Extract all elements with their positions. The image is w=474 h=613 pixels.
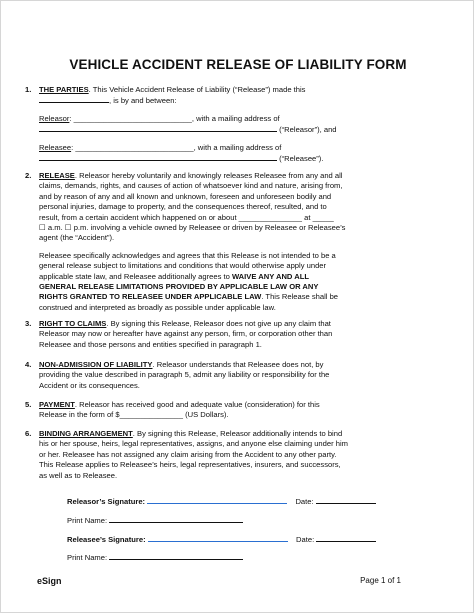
section-heading: BINDING ARRANGEMENT [39, 429, 133, 438]
section-text: agent (the “Accident”). [39, 233, 115, 243]
section-text: Releasor may now or hereafter have against any person, firm, or corporation other than [39, 329, 333, 339]
section-heading: PAYMENT [39, 400, 75, 409]
section-text: construed and interpreted as broadly as possible under applicable law. [39, 302, 276, 312]
releasee-print-row [67, 552, 243, 562]
section-text: . By signing this Release, Releasor additionally intends to bind [132, 429, 343, 438]
section-number: 3. [25, 319, 32, 328]
releasee-text: : ____________________________, with a mailing address of [71, 142, 282, 152]
waiver-text: GENERAL RELEASE LIMITATIONS PROVIDED BY APPLICABLE LAW OR ANY [39, 282, 319, 292]
section-text: his or her spouse, heirs, legal representatives, assigns, and anyone else claiming under him [39, 439, 348, 449]
section-release [25, 171, 443, 313]
releasee-signature-row: Releasee’s Signature: Date: [67, 534, 376, 544]
section-text: . By signing this Release, Releasor does not give up any claim that [106, 319, 331, 328]
section-text: personal injuries, damage to property, and the consequences thereof, resulted, and to [39, 202, 327, 212]
section-text: . Releasor understands that Releasee does not, by [152, 360, 324, 369]
releasor-address-blank[interactable] [39, 124, 277, 132]
section-text: . Releasor has received good and adequate value (consideration) for this [74, 400, 320, 409]
releasee-signature-label: Releasee’s Signature [67, 535, 144, 544]
section-number: 2. [25, 171, 32, 180]
section-text: . This Vehicle Accident Release of Liability (“Release”) made this [88, 85, 306, 94]
releasee-label: Releasee [39, 142, 72, 152]
esign-logo: eSign [37, 576, 62, 586]
document-title: VEHICLE ACCIDENT RELEASE OF LIABILITY FORM [69, 57, 407, 72]
section-text: providing the value described in paragraph 5, admit any liability or responsibility for the [39, 370, 330, 380]
section-text: general release subject to limitations and conditions that would otherwise apply under [39, 261, 327, 271]
section-heading: RELEASE [39, 171, 75, 180]
section-text: . Releasor hereby voluntarily and knowingly releases Releasee from any and all [74, 171, 343, 180]
releasor-print-name-field[interactable] [109, 515, 243, 523]
releasor-label: Releasor [39, 113, 70, 123]
section-number: 4. [25, 360, 32, 369]
section-text: Releasee and those persons and entities specified in paragraph 1. [39, 339, 262, 349]
section-parties [25, 85, 443, 164]
releasee-date-field[interactable] [316, 534, 376, 542]
section-heading: THE PARTIES [39, 85, 89, 94]
section-text: result, from a certain accident which happened on or about _______________ at _____ [39, 212, 334, 222]
releasor-signature-row: Releasor’s Signature: Date: [67, 496, 376, 506]
page-number: Page 1 of 1 [360, 576, 401, 585]
releasee-end: (“Releasee”). [279, 154, 324, 164]
releasor-end: (“Releasor”), and [279, 125, 337, 135]
section-text: , is by and between: [109, 96, 177, 106]
section-text: Release in the form of $_______________ (US Dollars). [39, 410, 229, 420]
waiver-text: RIGHTS GRANTED TO RELEASEE UNDER APPLICABLE LAW [39, 292, 262, 302]
print-name-label: Print Name: [67, 553, 108, 562]
section-text: ☐ a.m. ☐ p.m. involving a vehicle owned by Releasee or driven by Releasee or Releasee’s [39, 223, 346, 233]
releasee-signature-field[interactable] [148, 534, 288, 542]
date-label: Date: [295, 497, 314, 506]
section-right-to-claims [25, 319, 443, 350]
releasor-text: : ____________________________, with a mailing address of [69, 113, 280, 123]
section-number: 6. [25, 429, 32, 438]
releasor-print-row [67, 515, 243, 525]
section-number: 1. [25, 85, 32, 94]
releasee-print-name-field[interactable] [109, 552, 243, 560]
releasor-signature-label: Releasor’s Signature [67, 497, 143, 506]
section-text: . This Release shall be [261, 292, 339, 302]
releasor-signature-field[interactable] [147, 496, 287, 504]
print-name-label: Print Name: [67, 516, 108, 525]
section-text: This Release applies to Releasee’s heirs, legal representatives, insurers, and successors, [39, 460, 341, 470]
section-text: Releasee specifically acknowledges and agrees that this Release is not intended to be a [39, 250, 336, 260]
waiver-text: WAIVE ANY AND ALL [231, 271, 310, 281]
section-payment [25, 400, 443, 421]
section-text: as well as to Releasee. [39, 470, 118, 480]
section-text: claims, demands, rights, and causes of action of whatsoever kind and nature, arising from, [39, 181, 343, 191]
releasor-date-field[interactable] [316, 496, 376, 504]
date-label: Date: [296, 535, 315, 544]
section-heading: NON-ADMISSION OF LIABILITY [39, 360, 153, 369]
section-binding-arrangement [25, 429, 443, 481]
releasee-address-blank[interactable] [39, 153, 277, 161]
date-blank[interactable] [39, 95, 109, 103]
section-number: 5. [25, 400, 32, 409]
section-text: or her. Releasee has not assigned any claim arising from the Accident to any other party. [39, 449, 337, 459]
section-heading: RIGHT TO CLAIMS [39, 319, 107, 328]
section-text: and by reason of any and all known and unknown, foreseen and unforeseen bodily and [39, 191, 332, 201]
section-non-admission [25, 360, 443, 391]
section-text: Accident or its consequences. [39, 380, 140, 390]
section-text: applicable state law, and Releasee additionally agrees to [39, 271, 232, 281]
